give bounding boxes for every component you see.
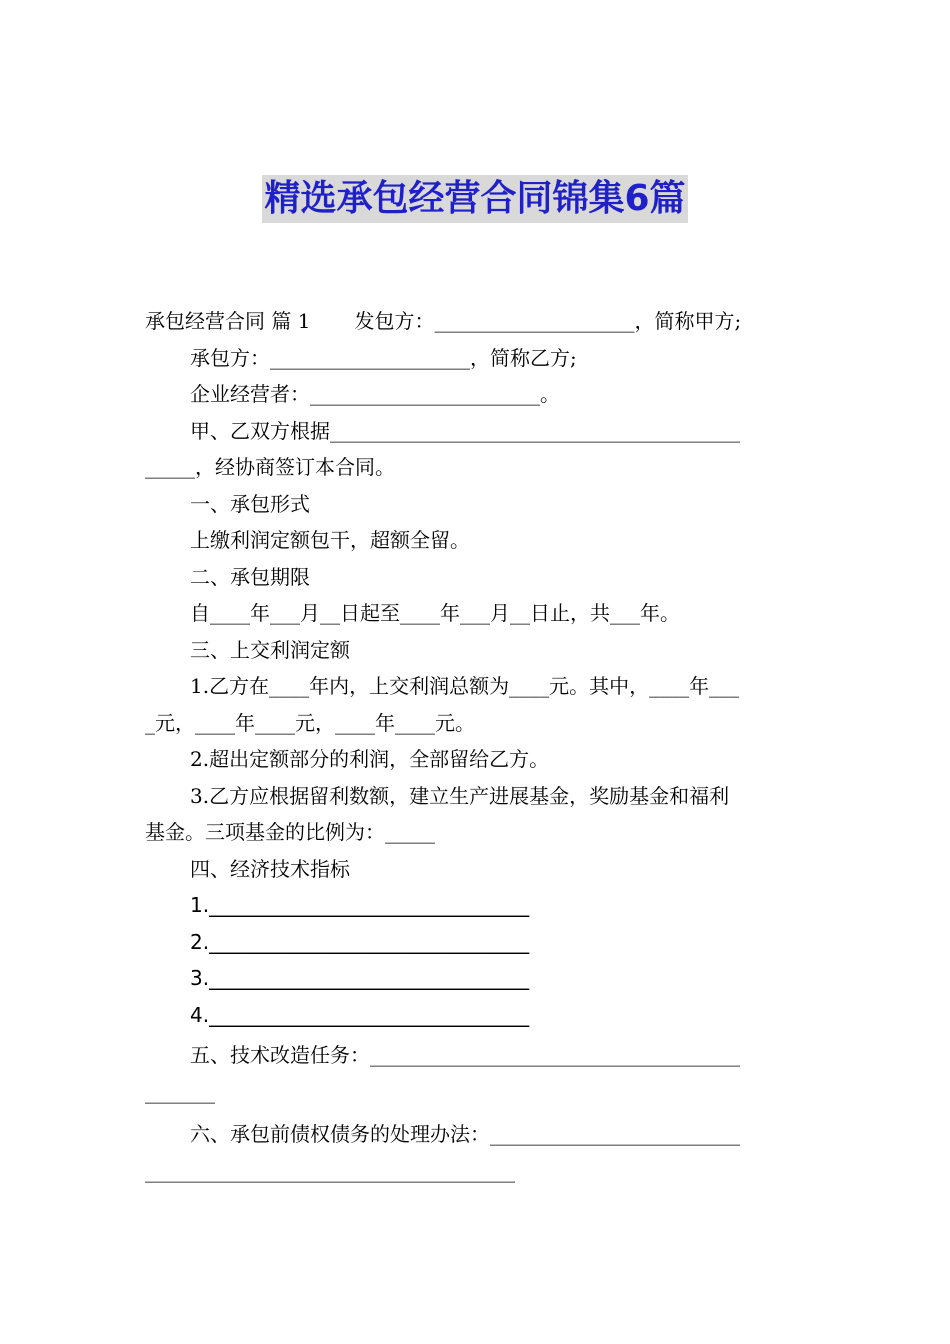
title-text: 精选承包经营合同锦集6篇 [262, 175, 687, 223]
section-6-heading: 六、承包前债权债务的处理办法：_________________________ [190, 1122, 740, 1146]
section-1-heading: 一、承包形式 [190, 491, 310, 516]
section-3-item-1-cont: _元，____年____元，____年____元。 [145, 710, 475, 735]
section-5-heading: 五、技术改造任务：_____________________________________ [190, 1043, 740, 1067]
section-4-heading: 四、经济技术指标 [190, 856, 350, 881]
section-3-item-1: 1.乙方在____年内，上交利润总额为____元。其中，____年___ [190, 674, 740, 698]
indicator-3: 3.________________________________ [190, 966, 530, 990]
contract-header-line [145, 303, 810, 340]
document-body [145, 303, 810, 1189]
section-1-text: 上缴利润定额包干，超额全留。 [190, 528, 470, 552]
section-2-text: 自____年___月__日起至____年___月__日止，共___年。 [190, 601, 680, 625]
section-3-item-2: 2.超出定额部分的利润，全部留给乙方。 [190, 747, 550, 771]
indicator-2: 2.________________________________ [190, 929, 530, 954]
contract-heading: 承包经营合同 篇 1 [145, 309, 311, 333]
party-b-line: 承包方：____________________，简称乙方; [190, 345, 577, 370]
section-3-item-3: 3.乙方应根据留利数额，建立生产进展基金，奖励基金和福利 [190, 783, 730, 808]
basis-line-cont: _____，经协商签订本合同。 [145, 455, 395, 479]
section-3-item-3-cont: 基金。三项基金的比例为：_____ [145, 820, 435, 844]
section-2-heading: 二、承包期限 [190, 564, 310, 589]
section-3-heading: 三、上交利润定额 [190, 637, 350, 662]
section-6-cont: _____________________________________ [145, 1158, 515, 1183]
basis-line: 甲、乙双方根据_________________________________________ [190, 418, 740, 443]
party-a-line: 发包方：____________________，简称甲方; [354, 309, 742, 333]
manager-line: 企业经营者：_______________________。 [190, 382, 560, 406]
indicator-1: 1.________________________________ [190, 893, 530, 917]
section-5-cont: _______ [145, 1079, 215, 1104]
document-title [0, 175, 950, 223]
indicator-4: 4.________________________________ [190, 1002, 530, 1027]
